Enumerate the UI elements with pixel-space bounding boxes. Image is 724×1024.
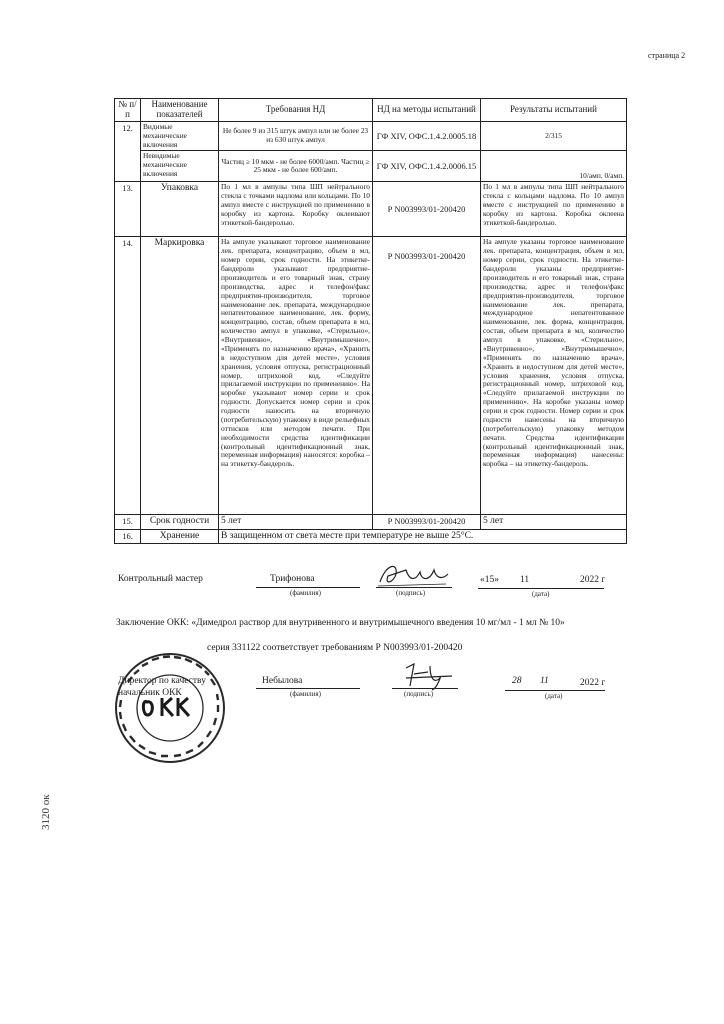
table-row — [115, 515, 627, 529]
row-num: 13. — [115, 182, 141, 237]
signature-underline — [392, 688, 458, 689]
signature-caption: (подпись) — [404, 690, 434, 698]
control-master-name: Трифонова — [270, 574, 315, 584]
conclusion-line1: Заключение ОКК: «Димедрол раствор для внутривенного и внутримышечного введения 10 мг/мл - 1 мл № 10» — [116, 618, 565, 628]
row-nd: Р N003993/01-200420 — [373, 515, 481, 529]
row-name: Упаковка — [141, 182, 219, 237]
row-result: 10/амп. 0/амп. — [481, 151, 627, 182]
header-name: Наименование показателей — [141, 99, 219, 122]
header-nd: НД на методы испытаний — [373, 99, 481, 122]
date-month: 11 — [520, 575, 530, 585]
name-underline — [256, 688, 360, 689]
date-year: 2022 г — [580, 575, 606, 585]
row-num: 12. — [115, 121, 141, 182]
signature-caption: (подпись) — [396, 589, 426, 597]
row-result: 2/315 — [481, 121, 627, 151]
header-result: Результаты испытаний — [481, 99, 627, 122]
table-row — [115, 151, 627, 182]
row-name: Невидимые механические включения — [141, 151, 219, 182]
director-label-line2: начальник ОКК — [118, 688, 182, 698]
name-underline — [256, 587, 360, 588]
table-header-row — [115, 99, 627, 122]
row-req: По 1 мл в ампулы типа ШП нейтрального стекла с точками надлома или кольцами. По 10 ампул вместе с инструкцией по применению в коробку из картона. Коробку оклеивают этикеткой-бандеролью. — [219, 182, 373, 237]
date-month: 11 — [540, 676, 549, 686]
row-num: 15. — [115, 515, 141, 529]
director-label-line1: Директор по качеству — [118, 676, 206, 686]
row-nd: ГФ XIV, ОФС.1.4.2.0006.15 — [373, 151, 481, 182]
table-row — [115, 121, 627, 151]
date-year: 2022 г — [580, 678, 606, 688]
row-result: По 1 мл в ампулы типа ШП нейтрального стекла с кольцами надлома. По 10 ампул вместе с инструкцией по применению в коробку из картона. Коробка оклеена этикеткой-бандеролью. — [481, 182, 627, 237]
date-caption: (дата) — [545, 692, 563, 700]
margin-note: 3120 ок — [40, 794, 52, 830]
signature-underline — [376, 587, 452, 588]
row-name: Срок годности — [141, 515, 219, 529]
row-req: 5 лет — [219, 515, 373, 529]
date-day: «15» — [480, 575, 499, 585]
row-result: 5 лет — [481, 515, 627, 529]
table-row — [115, 237, 627, 515]
table-row — [115, 182, 627, 237]
row-req: Не более 9 из 315 штук ампул или не более 23 из 630 штук ампул — [219, 121, 373, 151]
date-day: 28 — [512, 676, 522, 686]
name-caption: (фамилия) — [290, 690, 321, 698]
row-num: 16. — [115, 529, 141, 543]
row-name: Видимые механические включения — [141, 121, 219, 151]
row-name: Хранение — [141, 529, 219, 543]
date-underline — [478, 588, 604, 589]
row-nd: ГФ XIV, ОФС.1.4.2.0005.18 — [373, 121, 481, 151]
row-name: Маркировка — [141, 237, 219, 515]
row-num: 14. — [115, 237, 141, 515]
row-result: На ампуле указаны торговое наименование лек. препарата, концентрация, объем в мл, номер серии, срок годности. На этикетке-бандероли указаны предприятие-производитель и его товарный знак, страна производства, адрес и телефон/факс предприятия-производителя, торговое наименование лек. препарата, международное непатентованное наименование, лек. форма, концентрация, состав, объем препарата в мл, количество ампул в упаковке, «Стерильно», «Внутривенно», «Внутримышечно», «Применять по назначению врача», «Хранить в недоступном для детей месте», условия хранения, условия отпуска, регистрационный номер, штриховой код, «Следуйте прилагаемой инструкции по применению». На коробке указаны номер серии и срок годности. Номер серии и срок годности нанесены на вторичную (потребительскую) упаковку методом печати. Средства идентификации (контрольный идентификационный знак, переменная информация) нанесены: коробка – на этикетку-бандероль. — [481, 237, 627, 515]
director-name: Небылова — [262, 676, 303, 686]
header-num: № п/п — [115, 99, 141, 122]
date-caption: (дата) — [532, 590, 550, 598]
page-number: страница 2 — [648, 51, 686, 60]
row-nd: Р N003993/01-200420 — [373, 237, 481, 515]
row-req: Частиц ≥ 10 мкм - не более 6000/амп. Частиц ≥ 25 мкм - не более 600/амп. — [219, 151, 373, 182]
row-merged: В защищенном от света месте при температуре не выше 25°С. — [219, 529, 627, 543]
table-row — [115, 529, 627, 543]
header-req: Требования НД — [219, 99, 373, 122]
okk-stamp — [112, 650, 228, 766]
row-nd: Р N003993/01-200420 — [373, 182, 481, 237]
conclusion-line2: серия 331122 соответствует требованиям Р N003993/01-200420 — [207, 643, 463, 653]
name-caption: (фамилия) — [290, 589, 321, 597]
spec-table — [114, 98, 627, 544]
date-underline — [505, 690, 605, 691]
row-req: На ампуле указывают торговое наименование лек. препарата, концентрацию, объем в мл, номер серии, срок годности. На этикетке-бандероли указывают предприятие-производитель и его товарный знак, страну производства, адрес и телефон/факс предприятия-производителя, торговое наименование лек. препарата, международное непатентованное наименование, лек. форму, концентрацию, состав, объем препарата в мл, количество ампул в упаковке, «Стерильно», «Внутривенно», «Внутримышечно», «Применять по назначению врача», «Хранить в недоступном для детей месте», условия хранения, условия отпуска, регистрационный номер, штриховой код, «Следуйте прилагаемой инструкции по применению». На коробке указывают номер серии и срок годности. Допускается номер серии и срок годности наносить на вторичную (потребительскую) упаковку в виде рельефных оттисков или методом печати. При необходимости средства идентификации (контрольный идентификационный знак, переменная информация) наносятся: коробка – на этикетку-бандероль. — [219, 237, 373, 515]
control-master-label: Контрольный мастер — [118, 574, 203, 584]
